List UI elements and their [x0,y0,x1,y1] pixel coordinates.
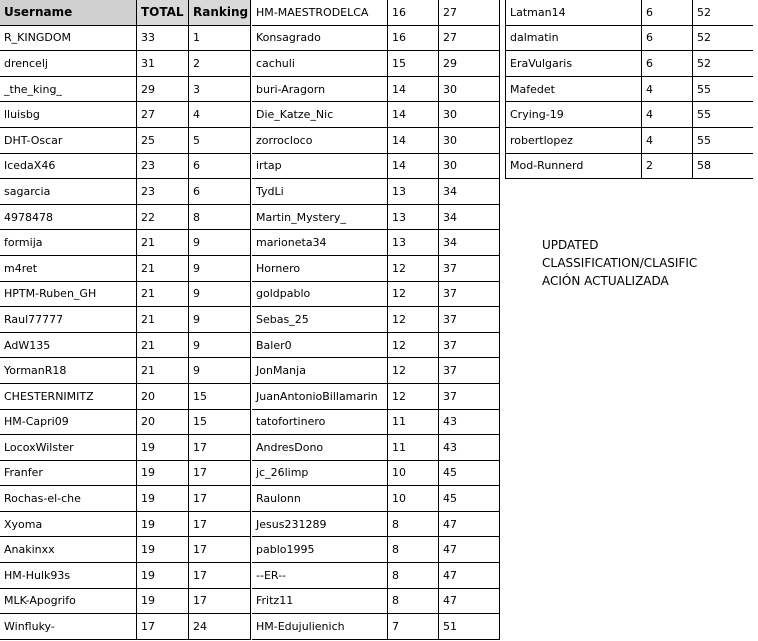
ranking-cell: 30 [439,127,500,153]
username-cell: CHESTERNIMITZ [0,383,137,409]
table-row [0,563,251,589]
table-row [0,51,251,77]
table-row [252,204,500,230]
table-row [0,76,251,102]
total-cell: 25 [137,127,189,153]
table-row [0,255,251,281]
total-cell: 33 [137,25,189,51]
username-cell: AndresDono [252,435,388,461]
total-cell: 4 [642,127,693,153]
ranking-cell: 15 [189,409,251,435]
ranking-cell: 47 [439,511,500,537]
username-cell: marioneta34 [252,230,388,256]
table-row [506,25,754,51]
table-row [0,409,251,435]
table-row [252,358,500,384]
total-cell: 21 [137,255,189,281]
username-cell: HM-Hulk93s [0,563,137,589]
ranking-cell: 17 [189,537,251,563]
table-row [0,281,251,307]
ranking-cell: 52 [693,0,754,25]
table-row [0,588,251,614]
ranking-cell: 2 [189,51,251,77]
username-cell: tatofortinero [252,409,388,435]
table-row [252,307,500,333]
username-cell: Franfer [0,460,137,486]
total-cell: 4 [642,102,693,128]
total-cell: 21 [137,358,189,384]
table-row [252,0,500,25]
username-cell: HM-Capri09 [0,409,137,435]
table-row [0,153,251,179]
username-cell: irtap [252,153,388,179]
ranking-cell: 58 [693,153,754,179]
total-cell: 21 [137,230,189,256]
table-row [0,204,251,230]
ranking-cell: 6 [189,179,251,205]
total-cell: 22 [137,204,189,230]
username-cell: sagarcia [0,179,137,205]
ranking-table-2 [252,0,500,640]
total-cell: 21 [137,307,189,333]
table-row [0,179,251,205]
table-row [252,537,500,563]
ranking-cell: 47 [439,588,500,614]
total-cell: 20 [137,409,189,435]
ranking-cell: 4 [189,102,251,128]
ranking-cell: 47 [439,563,500,589]
ranking-cell: 37 [439,358,500,384]
username-cell: Die_Katze_Nic [252,102,388,128]
ranking-cell: 3 [189,76,251,102]
table-row [506,76,754,102]
ranking-cell: 43 [439,435,500,461]
total-cell: 11 [388,435,439,461]
total-cell: 19 [137,563,189,589]
username-cell: YormanR18 [0,358,137,384]
total-cell: 19 [137,537,189,563]
total-cell: 2 [642,153,693,179]
total-cell: 11 [388,409,439,435]
table-row [252,486,500,512]
header-ranking: Ranking [189,0,251,25]
ranking-cell: 52 [693,25,754,51]
username-cell: Konsagrado [252,25,388,51]
ranking-cell: 55 [693,76,754,102]
ranking-cell: 55 [693,127,754,153]
username-cell: robertlopez [506,127,642,153]
username-cell: pablo1995 [252,537,388,563]
total-cell: 21 [137,332,189,358]
username-cell: goldpablo [252,281,388,307]
total-cell: 6 [642,25,693,51]
ranking-cell: 17 [189,588,251,614]
username-cell: Jesus231289 [252,511,388,537]
ranking-cell: 1 [189,25,251,51]
table-row [0,383,251,409]
table-row [252,332,500,358]
table-row [252,383,500,409]
table-row [252,127,500,153]
table-row [0,614,251,640]
ranking-cell: 6 [189,153,251,179]
ranking-cell: 17 [189,486,251,512]
ranking-cell: 43 [439,409,500,435]
username-cell: buri-Aragorn [252,76,388,102]
table-row [0,358,251,384]
username-cell: jc_26limp [252,460,388,486]
total-cell: 29 [137,76,189,102]
table-row [506,51,754,77]
table-row [0,511,251,537]
table-row [0,307,251,333]
ranking-cell: 9 [189,358,251,384]
table-row [0,460,251,486]
ranking-cell: 17 [189,460,251,486]
total-cell: 8 [388,563,439,589]
table-row [252,76,500,102]
username-cell: drencelj [0,51,137,77]
table-row [252,563,500,589]
ranking-cell: 5 [189,127,251,153]
username-cell: IcedaX46 [0,153,137,179]
ranking-cell: 37 [439,255,500,281]
username-cell: R_KINGDOM [0,25,137,51]
ranking-cell: 17 [189,435,251,461]
table-row [252,230,500,256]
ranking-cell: 30 [439,153,500,179]
ranking-cell: 24 [189,614,251,640]
ranking-cell: 37 [439,281,500,307]
ranking-cell: 17 [189,563,251,589]
username-cell: DHT-Oscar [0,127,137,153]
username-cell: Winfluky- [0,614,137,640]
table-row [252,153,500,179]
ranking-cell: 45 [439,460,500,486]
total-cell: 13 [388,179,439,205]
table-row [252,51,500,77]
ranking-cell: 9 [189,281,251,307]
total-cell: 6 [642,51,693,77]
total-cell: 23 [137,153,189,179]
table-row [252,25,500,51]
username-cell: Hornero [252,255,388,281]
username-cell: Mafedet [506,76,642,102]
table-row [0,435,251,461]
username-cell: formija [0,230,137,256]
ranking-cell: 34 [439,230,500,256]
username-cell: EraVulgaris [506,51,642,77]
total-cell: 12 [388,255,439,281]
table-row [0,537,251,563]
username-cell: --ER-- [252,563,388,589]
username-cell: Crying-19 [506,102,642,128]
username-cell: Sebas_25 [252,307,388,333]
total-cell: 7 [388,614,439,640]
table-row [0,332,251,358]
table-row [0,25,251,51]
username-cell: _the_king_ [0,76,137,102]
total-cell: 16 [388,0,439,25]
table-row [252,102,500,128]
username-cell: Martin_Mystery_ [252,204,388,230]
total-cell: 19 [137,486,189,512]
username-cell: TydLi [252,179,388,205]
username-cell: 4978478 [0,204,137,230]
total-cell: 12 [388,307,439,333]
username-cell: m4ret [0,255,137,281]
table-row [252,435,500,461]
table-row [252,255,500,281]
username-cell: zorrocloco [252,127,388,153]
ranking-cell: 47 [439,537,500,563]
table-row [252,511,500,537]
ranking-cell: 37 [439,332,500,358]
total-cell: 13 [388,204,439,230]
table-row [506,127,754,153]
ranking-cell: 9 [189,332,251,358]
username-cell: HPTM-Ruben_GH [0,281,137,307]
username-cell: Mod-Runnerd [506,153,642,179]
username-cell: Raulonn [252,486,388,512]
header-total: TOTAL [137,0,189,25]
ranking-cell: 55 [693,102,754,128]
total-cell: 14 [388,102,439,128]
table-row [0,102,251,128]
total-cell: 27 [137,102,189,128]
total-cell: 19 [137,435,189,461]
username-cell: Anakinxx [0,537,137,563]
total-cell: 17 [137,614,189,640]
header-row [0,0,251,25]
ranking-cell: 30 [439,102,500,128]
note-line-3: ACIÓN ACTUALIZADA [542,274,669,288]
total-cell: 8 [388,588,439,614]
ranking-cell: 37 [439,383,500,409]
ranking-cell: 8 [189,204,251,230]
table-row [252,460,500,486]
ranking-cell: 34 [439,179,500,205]
total-cell: 21 [137,281,189,307]
username-cell: Fritz11 [252,588,388,614]
ranking-cell: 9 [189,230,251,256]
username-cell: Latman14 [506,0,642,25]
table-row [0,127,251,153]
updated-classification-note [542,236,712,290]
table-row [506,153,754,179]
ranking-cell: 45 [439,486,500,512]
total-cell: 19 [137,511,189,537]
username-cell: lluisbg [0,102,137,128]
ranking-cell: 52 [693,51,754,77]
username-cell: Raul77777 [0,307,137,333]
total-cell: 31 [137,51,189,77]
ranking-cell: 30 [439,76,500,102]
ranking-table-3 [505,0,753,179]
total-cell: 16 [388,25,439,51]
username-cell: LocoxWilster [0,435,137,461]
total-cell: 13 [388,230,439,256]
total-cell: 12 [388,383,439,409]
username-cell: cachuli [252,51,388,77]
total-cell: 8 [388,537,439,563]
table-row [0,486,251,512]
username-cell: Baler0 [252,332,388,358]
total-cell: 19 [137,588,189,614]
header-username: Username [0,0,137,25]
ranking-cell: 17 [189,511,251,537]
total-cell: 19 [137,460,189,486]
username-cell: HM-Edujulienich [252,614,388,640]
note-line-2: CLASSIFICATION/CLASIFIC [542,256,698,270]
total-cell: 14 [388,127,439,153]
note-line-1: UPDATED [542,238,599,252]
username-cell: Rochas-el-che [0,486,137,512]
ranking-cell: 51 [439,614,500,640]
ranking-cell: 9 [189,255,251,281]
total-cell: 12 [388,332,439,358]
username-cell: AdW135 [0,332,137,358]
total-cell: 14 [388,76,439,102]
table-row [506,0,754,25]
username-cell: Xyoma [0,511,137,537]
ranking-cell: 27 [439,0,500,25]
table-row [506,102,754,128]
ranking-cell: 15 [189,383,251,409]
total-cell: 15 [388,51,439,77]
ranking-cell: 34 [439,204,500,230]
table-row [252,409,500,435]
username-cell: MLK-Apogrifo [0,588,137,614]
total-cell: 12 [388,358,439,384]
total-cell: 12 [388,281,439,307]
total-cell: 10 [388,460,439,486]
username-cell: HM-MAESTRODELCA [252,0,388,25]
table-row [252,179,500,205]
username-cell: dalmatin [506,25,642,51]
total-cell: 20 [137,383,189,409]
ranking-cell: 27 [439,25,500,51]
table-row [252,614,500,640]
total-cell: 8 [388,511,439,537]
table-row [252,588,500,614]
table-row [0,230,251,256]
ranking-cell: 29 [439,51,500,77]
table-row [252,281,500,307]
total-cell: 14 [388,153,439,179]
ranking-cell: 37 [439,307,500,333]
total-cell: 6 [642,0,693,25]
ranking-cell: 9 [189,307,251,333]
username-cell: JonManja [252,358,388,384]
total-cell: 4 [642,76,693,102]
ranking-table-1 [0,0,251,640]
total-cell: 23 [137,179,189,205]
username-cell: JuanAntonioBillamarin [252,383,388,409]
total-cell: 10 [388,486,439,512]
